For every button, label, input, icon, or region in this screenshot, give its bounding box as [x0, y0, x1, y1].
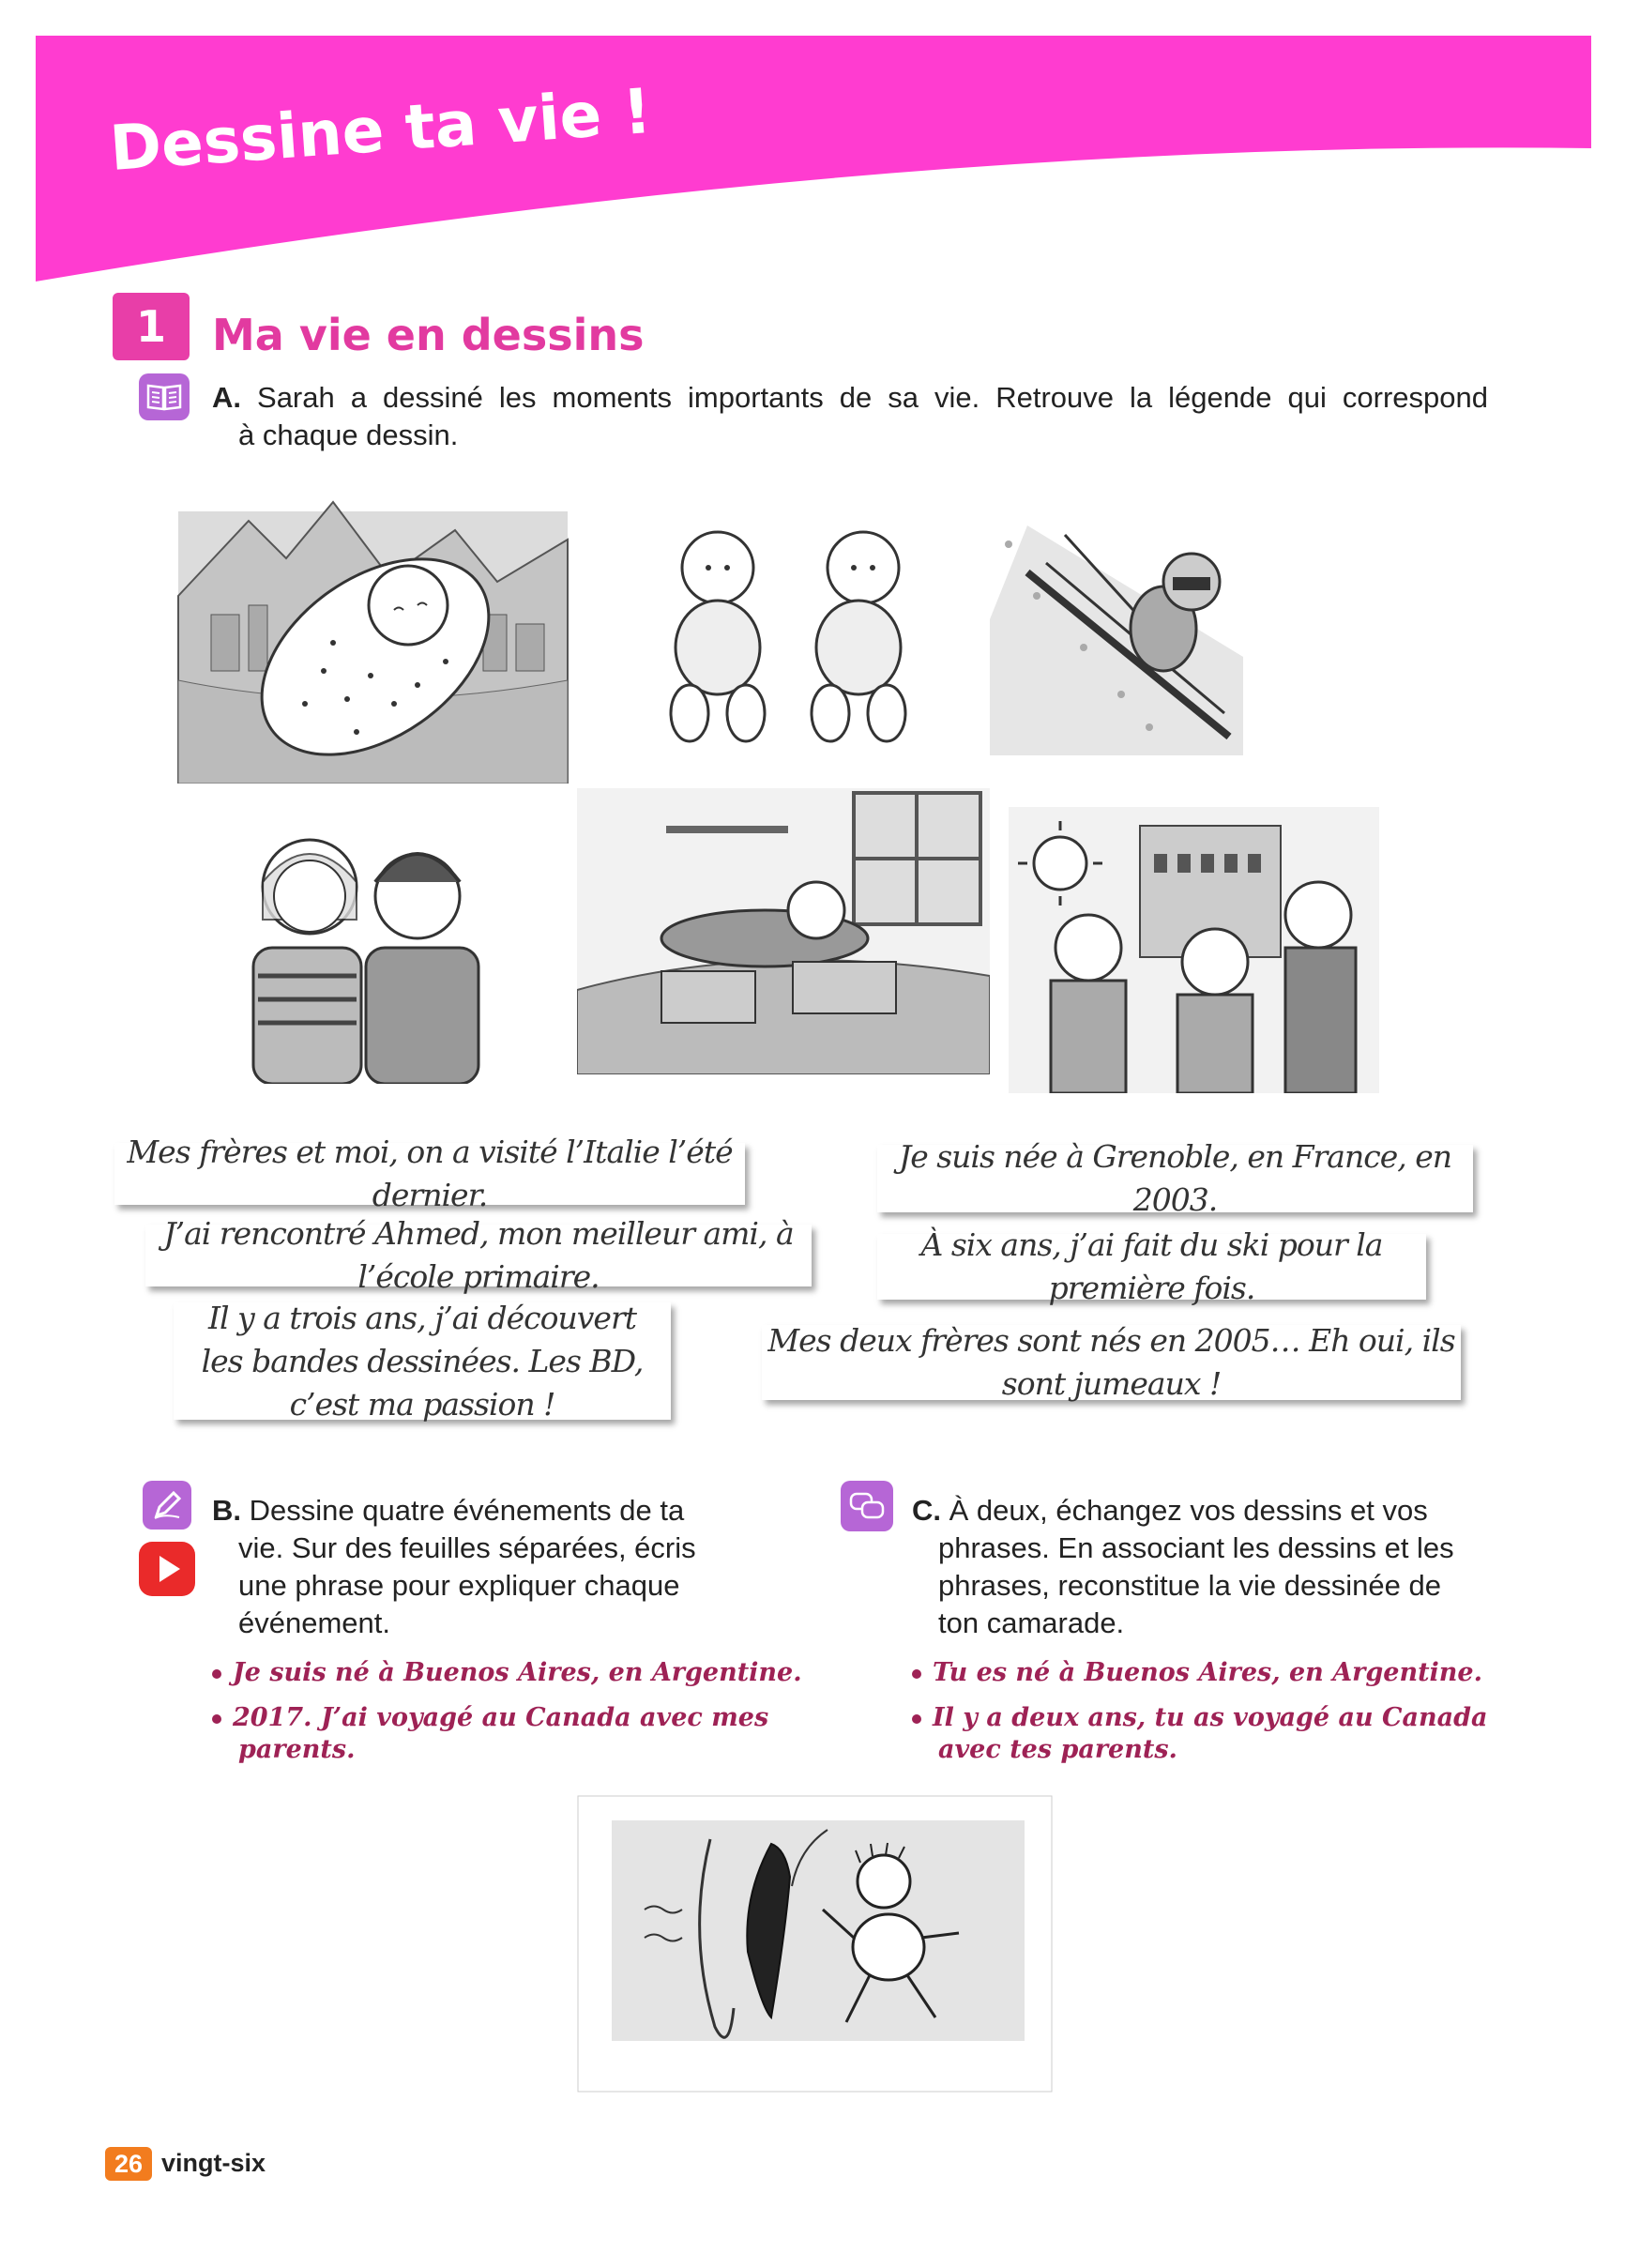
activity-c-example-1	[912, 1657, 1512, 1689]
drawing-italy-trip	[1009, 807, 1379, 1093]
caption-italy[interactable]: Mes frères et moi, on a visité l’Italie l’été dernier.	[114, 1143, 745, 1205]
section-number-badge: 1	[113, 293, 190, 360]
activity-c-line-2: phrases. En associant les dessins et les	[938, 1531, 1454, 1564]
book-icon	[139, 373, 190, 420]
caption-twins[interactable]: Mes deux frères sont nés en 2005… Eh oui, ils sont jumeaux !	[762, 1325, 1461, 1400]
activity-b-line-2: vie. Sur des feuilles séparées, écris	[238, 1531, 696, 1564]
example-text: Je suis né à Buenos Aires, en Argentine.	[233, 1658, 802, 1687]
video-play-icon[interactable]	[139, 1542, 195, 1596]
activity-a-instructions	[212, 379, 1488, 454]
drawing-baby-grenoble	[174, 474, 572, 784]
drawing-skier	[990, 507, 1253, 755]
activity-c-instructions	[912, 1492, 1512, 1642]
page-number-badge: 26	[105, 2147, 152, 2181]
example-text-cont: parents.	[238, 1735, 356, 1764]
activity-c-line-3: phrases, reconstitue la vie dessinée de	[938, 1569, 1441, 1602]
example-text: Il y a deux ans, tu as voyagé au Canada	[933, 1703, 1488, 1732]
activity-b-example-1	[212, 1657, 812, 1689]
example-text: 2017. J’ai voyagé au Canada avec mes	[233, 1703, 769, 1732]
activity-b-instructions	[212, 1492, 794, 1642]
activity-b-letter: B.	[212, 1494, 241, 1527]
caption-grenoble[interactable]: Je suis née à Grenoble, en France, en 2003.	[877, 1145, 1473, 1212]
caption-comics[interactable]: Il y a trois ans, j’ai découvert les bandes dessinées. Les BD, c’est ma passion !	[174, 1302, 671, 1420]
chat-bubbles-icon	[841, 1481, 893, 1531]
section-title: Ma vie en dessins	[212, 310, 645, 360]
activity-b-line-4: événement.	[238, 1606, 390, 1639]
drawing-friends-school	[235, 816, 497, 1084]
activity-c-line-4: ton camarade.	[938, 1606, 1125, 1639]
activity-b-example-2	[212, 1702, 812, 1766]
activity-c-line-1: À deux, échangez vos dessins et vos	[949, 1494, 1428, 1527]
activity-b-line-3: une phrase pour expliquer chaque	[238, 1569, 680, 1602]
page-number-word: vingt-six	[161, 2149, 266, 2177]
activity-c-letter: C.	[912, 1494, 941, 1527]
caption-ahmed[interactable]: J’ai rencontré Ahmed, mon meilleur ami, à l’école primaire.	[145, 1225, 812, 1286]
example-text-cont: avec tes parents.	[938, 1735, 1177, 1764]
pencil-icon	[143, 1481, 191, 1530]
activity-a-text-1: Sarah a dessiné les moments importants de sa vie. Retrouve la légende qui correspond	[257, 381, 1488, 414]
drawing-child-example	[574, 1792, 1057, 2097]
caption-ski[interactable]: À six ans, j’ai fait du ski pour la première fois.	[877, 1234, 1426, 1300]
drawing-twin-babies	[647, 525, 929, 760]
activity-c-example-2	[912, 1702, 1512, 1766]
example-text: Tu es né à Buenos Aires, en Argentine.	[933, 1658, 1483, 1687]
drawing-girl-reading	[577, 788, 990, 1074]
activity-a-letter: A.	[212, 381, 241, 414]
page-title: Dessine ta vie !	[107, 74, 654, 185]
activity-a-text-2: à chaque dessin.	[238, 419, 459, 451]
activity-b-line-1: Dessine quatre événements de ta	[249, 1494, 685, 1527]
